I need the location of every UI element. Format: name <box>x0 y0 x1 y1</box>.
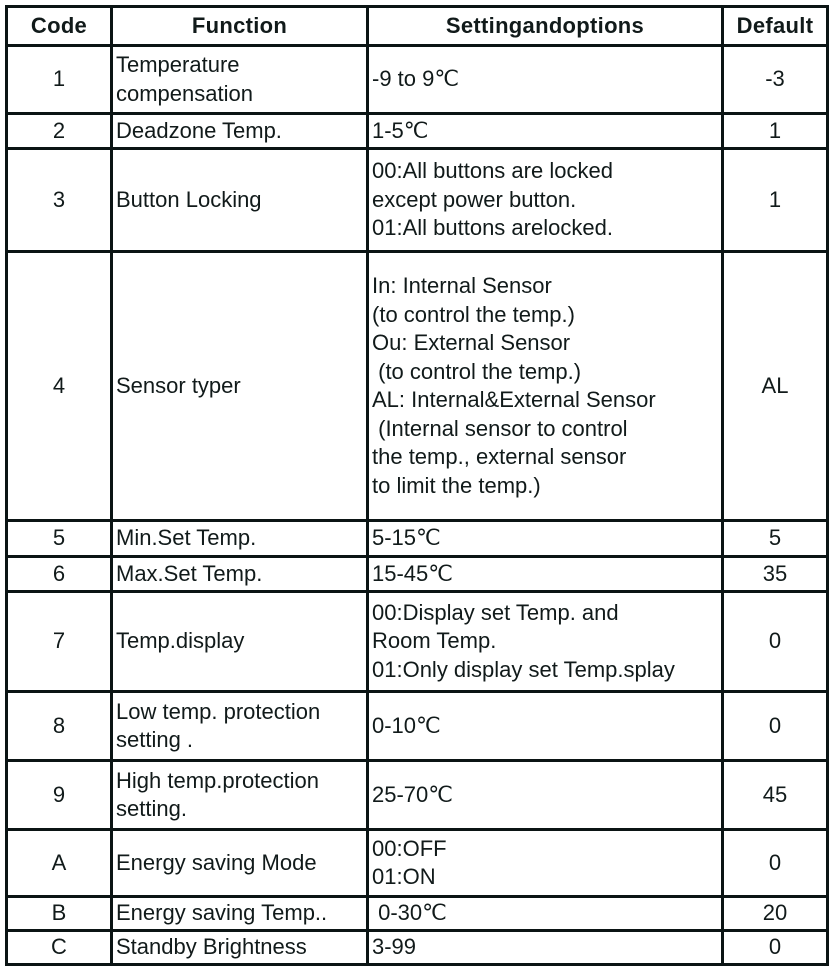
settings-options-cell: 25-70℃ <box>368 761 723 830</box>
code-cell: B <box>7 897 112 931</box>
text-line: (to control the temp.) <box>372 358 582 384</box>
text-line: (Internal sensor to control <box>372 415 628 441</box>
header-code: Code <box>7 7 112 46</box>
settings-options-cell: 5-15℃ <box>368 521 723 557</box>
function-cell: Sensor typer <box>112 252 368 521</box>
code-cell: 2 <box>7 114 112 149</box>
function-cell: Button Locking <box>112 149 368 252</box>
default-cell: 20 <box>723 897 828 931</box>
text-line: Ou: External Sensor <box>372 330 571 355</box>
header-settings-options: Settingandoptions <box>368 7 723 46</box>
function-cell: Energy saving Temp.. <box>112 897 368 931</box>
text-line: 00:Display set Temp. and <box>372 599 619 625</box>
default-cell: 0 <box>723 692 828 761</box>
text-line: setting. <box>116 796 187 821</box>
text-line: AL: Internal&External Sensor <box>372 387 656 412</box>
settings-options-cell: 1-5℃ <box>368 114 723 149</box>
default-cell: 45 <box>723 761 828 830</box>
parameter-settings-table <box>5 5 829 966</box>
code-cell: A <box>7 830 112 897</box>
code-cell: 4 <box>7 252 112 521</box>
table-row <box>7 557 828 592</box>
text-line: compensation <box>116 80 253 106</box>
function-cell <box>112 692 368 761</box>
table-row <box>7 592 828 692</box>
code-cell: 6 <box>7 557 112 592</box>
default-cell: 0 <box>723 830 828 897</box>
text-line: 00:OFF <box>372 835 447 861</box>
table-row <box>7 692 828 761</box>
settings-options-cell: -9 to 9℃ <box>368 46 723 114</box>
function-cell <box>112 46 368 114</box>
table-row <box>7 897 828 931</box>
text-line: Temperature <box>116 52 240 77</box>
table-row <box>7 149 828 252</box>
table-row <box>7 46 828 114</box>
default-cell: AL <box>723 252 828 521</box>
settings-options-cell: 0-30℃ <box>368 897 723 931</box>
table-header-row <box>7 7 828 46</box>
default-cell: 0 <box>723 931 828 965</box>
default-cell: 0 <box>723 592 828 692</box>
settings-options-cell: 3-99 <box>368 931 723 965</box>
function-cell <box>112 761 368 830</box>
settings-options-cell <box>368 149 723 252</box>
code-cell: 1 <box>7 46 112 114</box>
code-cell: 8 <box>7 692 112 761</box>
table-row <box>7 761 828 830</box>
settings-options-cell <box>368 830 723 897</box>
settings-options-cell <box>368 592 723 692</box>
settings-options-cell: 0-10℃ <box>368 692 723 761</box>
text-line: High temp.protection <box>116 767 319 793</box>
text-line: In: Internal Sensor <box>372 273 552 298</box>
text-line: except power button. <box>372 186 577 212</box>
default-cell: 5 <box>723 521 828 557</box>
default-cell: -3 <box>723 46 828 114</box>
table-row <box>7 521 828 557</box>
function-cell: Deadzone Temp. <box>112 114 368 149</box>
text-line: 01:Only display set Temp.splay <box>372 656 675 682</box>
settings-options-cell <box>368 252 723 521</box>
default-cell: 35 <box>723 557 828 592</box>
text-line: 01:ON <box>372 864 436 889</box>
code-cell: 9 <box>7 761 112 830</box>
table-row <box>7 931 828 965</box>
text-line: (to control the temp.) <box>372 301 575 327</box>
settings-options-cell: 15-45℃ <box>368 557 723 592</box>
text-line: 01:All buttons arelocked. <box>372 215 613 241</box>
default-cell: 1 <box>723 114 828 149</box>
header-default: Default <box>723 7 828 46</box>
function-cell: Max.Set Temp. <box>112 557 368 592</box>
text-line: to limit the temp.) <box>372 472 541 498</box>
code-cell: 5 <box>7 521 112 557</box>
function-cell: Standby Brightness <box>112 931 368 965</box>
table-row <box>7 252 828 521</box>
table-row <box>7 830 828 897</box>
text-line: Low temp. protection <box>116 698 321 724</box>
table-row <box>7 114 828 149</box>
function-cell: Energy saving Mode <box>112 830 368 897</box>
text-line: Room Temp. <box>372 628 497 654</box>
function-cell: Temp.display <box>112 592 368 692</box>
header-function: Function <box>112 7 368 46</box>
text-line: setting . <box>116 727 194 752</box>
code-cell: 3 <box>7 149 112 252</box>
function-cell: Min.Set Temp. <box>112 521 368 557</box>
code-cell: 7 <box>7 592 112 692</box>
text-line: the temp., external sensor <box>372 444 627 469</box>
default-cell: 1 <box>723 149 828 252</box>
text-line: 00:All buttons are locked <box>372 158 613 184</box>
code-cell: C <box>7 931 112 965</box>
